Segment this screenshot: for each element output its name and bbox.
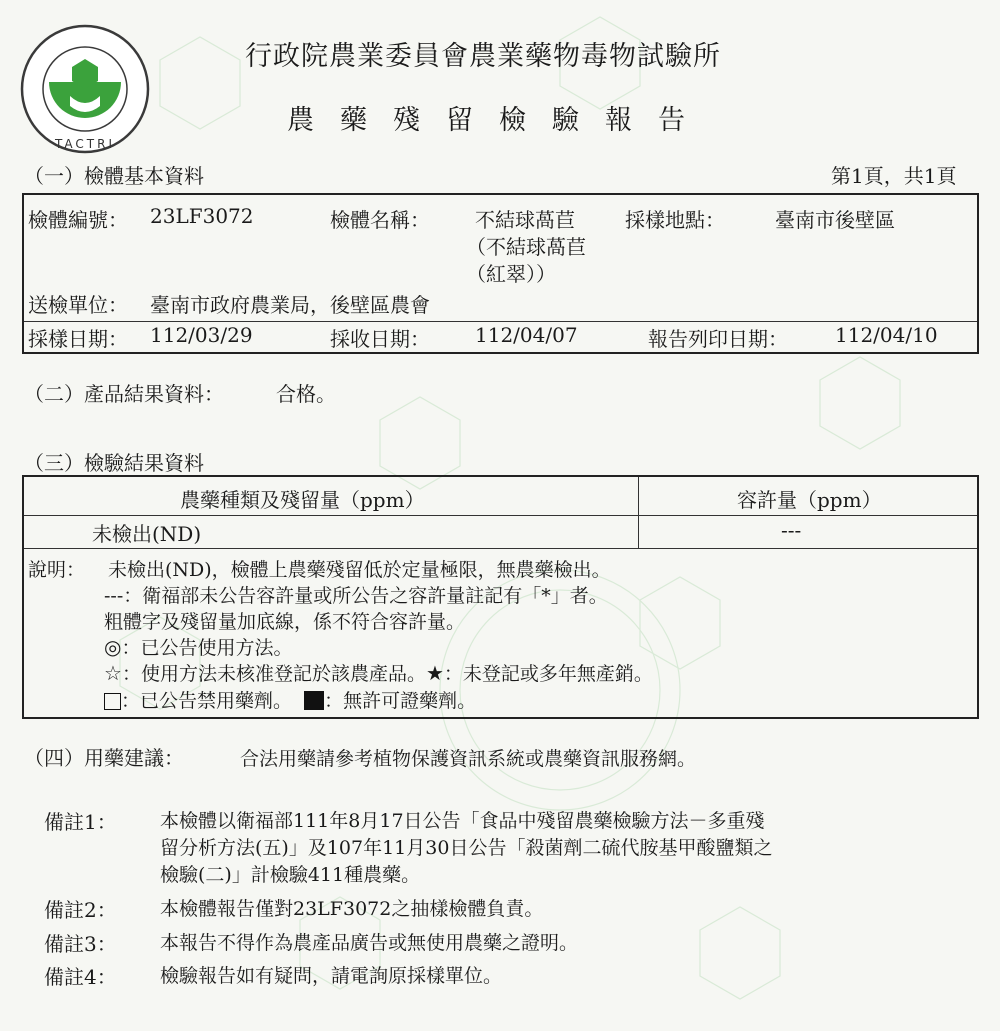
report-title: 農藥殘留檢驗報告 [287, 105, 711, 136]
page-indicator: 第1頁，共1頁 [831, 164, 957, 188]
remark-4-text: 檢驗報告如有疑問，請電詢原採樣單位。 [160, 965, 503, 987]
legend-row-1: ◎：已公告使用方法。 [104, 635, 293, 659]
submitter-label: 送檢單位： [28, 293, 128, 317]
sample-no-label: 檢體編號： [28, 208, 128, 232]
sample-no-value: 23LF3072 [150, 204, 254, 228]
note-line-1: 未檢出(ND)，檢體上農藥殘留低於定量極限，無農藥檢出。 [108, 559, 611, 581]
print-date-label: 報告列印日期： [648, 327, 788, 351]
sampling-date-label: 採樣日期： [28, 327, 128, 351]
received-date-label: 採收日期： [330, 327, 430, 351]
remark-1-line-1: 本檢體以衛福部111年8月17日公告「食品中殘留農藥檢驗方法－多重殘 [160, 810, 765, 832]
column-header-tolerance: 容許量（ppm） [737, 488, 882, 512]
legend-row-2: ☆：使用方法未核准登記於該農產品。★：未登記或多年無產銷。 [104, 661, 653, 685]
sample-name-line-2: （不結球萵苣 [466, 235, 586, 259]
section2-heading: （二）產品結果資料： [24, 382, 224, 406]
remark-2-text: 本檢體報告僅對23LF3072之抽樣檢體負責。 [160, 898, 544, 920]
remark-3-label: 備註3： [44, 932, 117, 956]
section4-heading: （四）用藥建議： [24, 746, 184, 770]
notes-label: 說明： [28, 559, 86, 581]
table-cell-tolerance: --- [781, 518, 802, 542]
sample-name-label: 檢體名稱： [330, 208, 430, 232]
received-date-value: 112/04/07 [475, 323, 578, 347]
column-header-residue: 農藥種類及殘留量（ppm） [180, 488, 425, 512]
remark-1-label: 備註1： [44, 810, 117, 834]
table-cell-residue: 未檢出(ND) [92, 522, 202, 546]
svg-text:TACTRI: TACTRI [55, 137, 115, 151]
usage-advice: 合法用藥請參考植物保護資訊系統或農藥資訊服務網。 [240, 748, 697, 770]
print-date-value: 112/04/10 [835, 323, 938, 347]
black-star-icon: ★ [425, 661, 444, 685]
location-value: 臺南市後壁區 [775, 208, 895, 232]
remark-1-line-3: 檢驗(二)」計檢驗411種農藥。 [160, 864, 421, 886]
section3-heading: （三）檢驗結果資料 [24, 451, 204, 475]
institute-name: 行政院農業委員會農業藥物毒物試驗所 [245, 41, 721, 72]
note-line-2: ---：衛福部未公告容許量或所公告之容許量註記有「*」者。 [104, 585, 608, 607]
note-line-3: 粗體字及殘留量加底線，係不符合容許量。 [104, 611, 466, 633]
sample-name-line-1: 不結球萵苣 [475, 208, 575, 232]
remark-1-line-2: 留分析方法(五)」及107年11月30日公告「殺菌劑二硫代胺基甲酸鹽類之 [160, 837, 773, 859]
tactri-seal-icon [18, 22, 152, 156]
remark-2-label: 備註2： [44, 898, 117, 922]
section1-heading: （一）檢體基本資料 [24, 164, 204, 188]
remark-4-label: 備註4： [44, 965, 117, 989]
black-square-icon [304, 691, 324, 710]
product-result: 合格。 [276, 382, 336, 406]
sampling-date-value: 112/03/29 [150, 323, 253, 347]
remark-3-text: 本報告不得作為農產品廣告或無使用農藥之證明。 [160, 932, 579, 954]
white-star-icon: ☆ [104, 661, 122, 685]
submitter-value: 臺南市政府農業局，後壁區農會 [150, 293, 430, 317]
legend-row-3: ：已公告禁用藥劑。 ：無許可證藥劑。 [104, 686, 476, 713]
white-square-icon [104, 693, 121, 710]
sample-name-line-3: （紅翠）） [466, 262, 556, 286]
double-circle-icon: ◎ [104, 635, 122, 659]
location-label: 採樣地點： [625, 208, 725, 232]
